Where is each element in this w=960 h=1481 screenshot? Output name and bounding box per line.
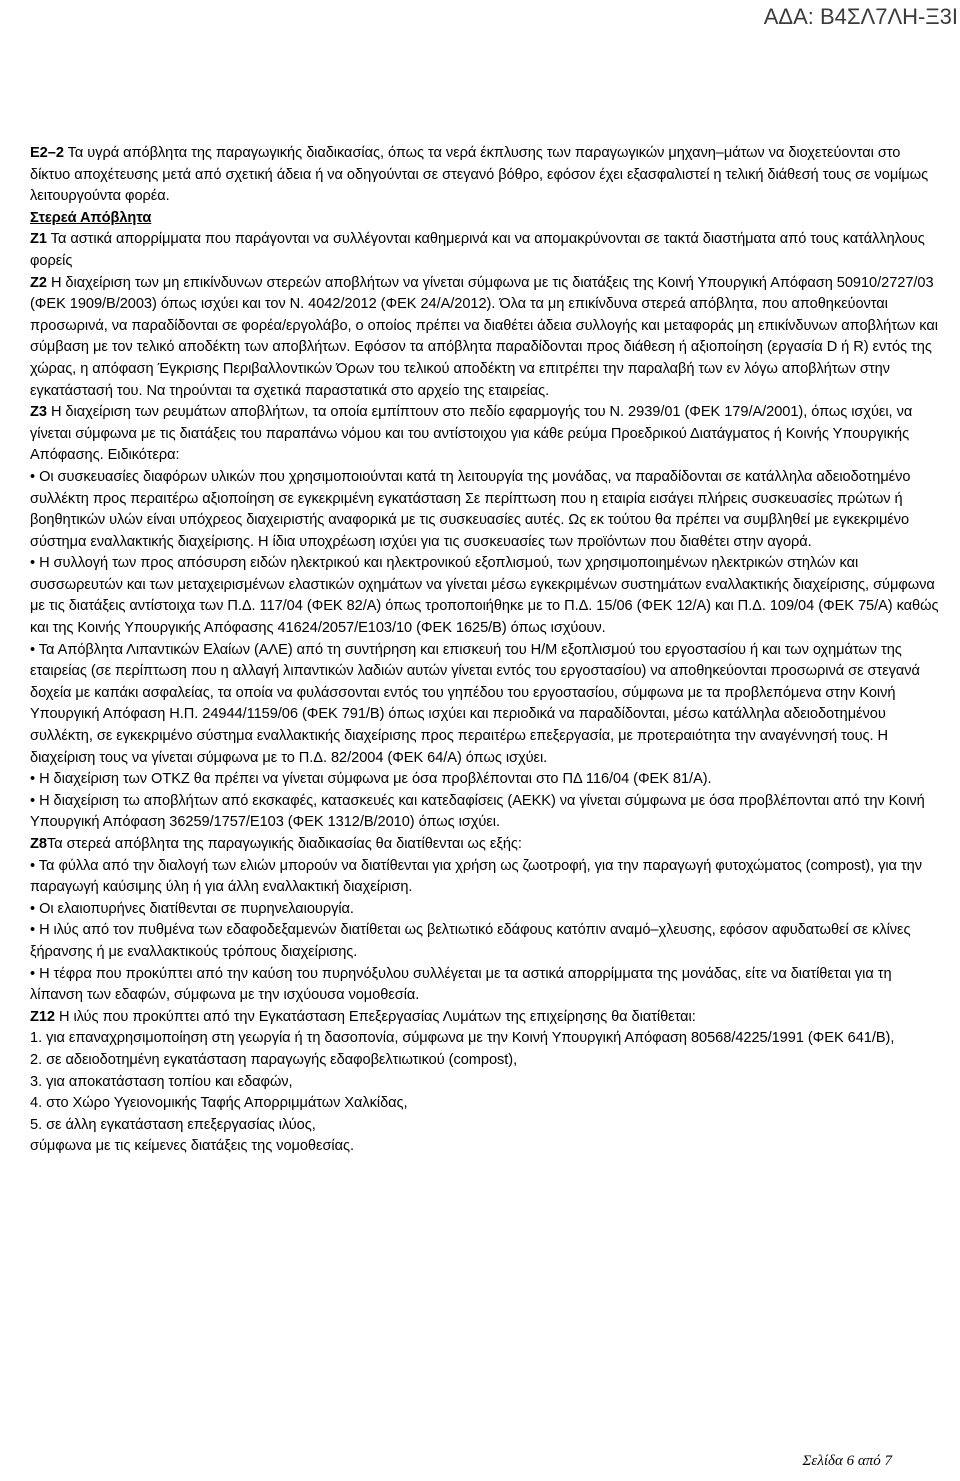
bullet-item: • Η ιλύς από τον πυθμένα των εδαφοδεξαμενών διατίθεται ως βελτιωτικό εδάφους κατόπιν αναμό–χλευσης, εφόσον αφυδατωθεί σε κλίνες ξήρανσης ή με εναλλακτικούς τρόπους διαχείρισης.	[30, 922, 911, 960]
list-item: 4. στο Χώρο Υγειονομικής Ταφής Απορριμμάτων Χαλκίδας,	[30, 1095, 408, 1112]
bullet-item: • Η διαχείριση των ΟΤΚΖ θα πρέπει να γίνεται σύμφωνα με όσα προβλέπονται στο ΠΔ 116/04 (ΦΕΚ 81/Α).	[30, 771, 712, 788]
page-number: Σελίδα 6 από 7	[802, 1453, 892, 1469]
bullet-item: • Η συλλογή των προς απόσυρση ειδών ηλεκτρικού και ηλεκτρονικού εξοπλισμού, των χρησιμοποιημένων ηλεκτρικών στηλών και συσσωρευτών και των μεταχειρισμένων ελαστικών οχημάτων να γίνεται μέσω εγκεκριμένων συστημάτων εναλλακτικής διαχείρισης, σύμφωνα με τις διατάξεις αντίστοιχα των Π.Δ. 117/04 (ΦΕΚ 82/Α) όπως τροποποιήθηκε με το Π.Δ. 15/06 (ΦΕΚ 12/Α) και Π.Δ. 109/04 (ΦΕΚ 75/Α) καθώς και της Κοινής Υπουργικής Απόφασης 41624/2057/Ε103/10 (ΦΕΚ 1625/Β) όπως ισχύουν.	[30, 555, 939, 637]
label-e2: Ε2–2	[30, 145, 64, 161]
paragraph-z1	[30, 229, 942, 272]
label-z12: Ζ12	[30, 1008, 55, 1025]
label-z3: Ζ3	[30, 404, 47, 421]
closing-line: σύμφωνα με τις κείμενες διατάξεις της νομοθεσίας.	[30, 1138, 354, 1155]
text-z1: Τα αστικά απορρίμματα που παράγονται να συλλέγονται καθημερινά και να απομακρύνονται σε τακτά διαστήματα από τους κατάλληλους φορείς	[30, 231, 925, 269]
list-item: 2. σε αδειοδοτημένη εγκατάσταση παραγωγής εδαφοβελτιωτικού (compost),	[30, 1051, 518, 1068]
list-item: 1. για επαναχρησιμοποίηση στη γεωργία ή τη δασοπονία, σύμφωνα με την Κοινή Υπουργική Απόφαση 80568/4225/1991 (ΦΕΚ 641/Β),	[30, 1030, 895, 1047]
ada-code: ΑΔΑ: Β4ΣΛ7ΛΗ-Ξ3Ι	[763, 4, 958, 29]
label-z2: Ζ2	[30, 274, 47, 291]
text-z8: Τα στερεά απόβλητα της παραγωγικής διαδικασίας θα διατίθενται ως εξής:	[46, 836, 522, 852]
heading-solid-waste: Στερεά Απόβλητα	[30, 209, 152, 226]
bullet-item: • Τα φύλλα από την διαλογή των ελιών μπορούν να διατίθενται για χρήση ως ζωοτροφή, για την παραγωγή φυτοχώματος (compost), για την παραγωγή καύσιμης ύλη ή για άλλη εναλλακτική διαχείριση.	[30, 857, 922, 896]
paragraph-e2	[30, 143, 942, 208]
text-e2: Τα υγρά απόβλητα της παραγωγικής διαδικασίας, όπως τα νερά έκπλυσης των παραγωγικών μηχανη–μάτων να διοχετεύονται στο δίκτυο αποχέτευσης μετά από σχετική άδεια ή να οδηγούνται σε στεγανό βόθρο, εφόσον έχει εξασφαλιστεί η τελική διάθεσή τους σε νομίμως λειτουργούντα φορέα.	[30, 145, 929, 205]
paragraph-z8	[30, 834, 942, 856]
list-item: 5. σε άλλη εγκατάσταση επεξεργασίας ιλύος,	[30, 1116, 316, 1133]
bullet-item: • Η διαχείριση τω αποβλήτων από εκσκαφές, κατασκευές και κατεδαφίσεις (ΑΕΚΚ) να γίνεται σύμφωνα με όσα προβλέπονται από την Κοινή Υπουργική Απόφαση 36259/1757/Ε103 (ΦΕΚ 1312/Β/2010) όπως ισχύει.	[30, 792, 925, 831]
text-z12: Η ιλύς που προκύπτει από την Εγκατάσταση Επεξεργασίας Λυμάτων της επιχείρησης θα διατίθεται:	[55, 1008, 696, 1025]
bullet-item: • Οι ελαιοπυρήνες διατίθενται σε πυρηνελαιουργία.	[30, 900, 354, 917]
bullet-item: • Τα Απόβλητα Λιπαντικών Ελαίων (ΑΛΕ) από τη συντήρηση και επισκευή του Η/Μ εξοπλισμού του εργοστασίου ή και των οχημάτων της εταιρείας (σε περίπτωση που η αλλαγή λιπαντικών λαδιών αυτών γίνεται εντός του εργοστασίου) να αποθηκεύονται προσωρινά σε στεγανά δοχεία με καπάκι ασφαλείας, τα οποία να φυλάσσονται εντός του γηπέδου του εργοστασίου, σύμφωνα με τα προβλεπόμενα στην Κοινή Υπουργική Απόφαση Η.Π. 24944/1159/06 (ΦΕΚ 791/Β) όπως ισχύει και περιοδικά να παραδίδονται, μέσω κατάλληλα αδειοδοτημένου συλλέκτη, σε εγκεκριμένο σύστημα εναλλακτικής διαχείρισης προς περαιτέρω επεξεργασία, με προτεραιότητα την αναγέννησή τους. Η διαχείριση τους να γίνεται σύμφωνα με το Π.Δ. 82/2004 (ΦΕΚ 64/Α) όπως ισχύει.	[30, 641, 920, 766]
paragraph-z12	[30, 1007, 942, 1029]
text-z2: Η διαχείριση των μη επικίνδυνων στερεών αποβλήτων να γίνεται σύμφωνα με τις διατάξεις της Κοινή Υπουργική Απόφαση 50910/2727/03 (ΦΕΚ 1909/Β/2003) όπως ισχύει και τον Ν. 4042/2012 (ΦΕΚ 24/Α/2012). Όλα τα μη επικίνδυνα στερεά απόβλητα, που αποθηκεύονται προσωρινά, να παραδίδονται σε φορέα/εργολάβο, ο οποίος πρέπει να διαθέτει άδεια συλλογής και μεταφοράς μη επικίνδυνων αποβλήτων και σύμβαση με τον τελικό αποδέκτη των αποβλήτων. Εφόσον τα απόβλητα παραδίδονται προς διάθεση ή αξιοποίηση (εργασία D ή R) εντός της χώρας, η απόφαση Έγκρισης Περιβαλλοντικών Όρων του τελικού αποδέκτη να επιτρέπει την παραλαβή των εν λόγω αποβλήτων στην εγκατάστασή του. Να τηρούνται τα σχετικά παραστατικά στο αρχείο της εταιρείας.	[30, 274, 938, 399]
paragraph-z2	[30, 273, 942, 403]
bullet-item: • Η τέφρα που προκύπτει από την καύση του πυρηνόξυλου συλλέγεται με τα αστικά απορρίμματα της μονάδας, είτε να διατίθεται για τη λίπανση των εδαφών, σύμφωνα με την ισχύουσα νομοθεσία.	[30, 965, 892, 1004]
paragraph-z3	[30, 402, 942, 467]
bullet-item: • Οι συσκευασίες διαφόρων υλικών που χρησιμοποιούνται κατά τη λειτουργία της μονάδας, να παραδίδονται σε κατάλληλα αδειοδοτημένο συλλέκτη προς περαιτέρω αξιοποίηση σε εγκεκριμένη εγκατάσταση Σε περίπτωση που η εταιρία εισάγει πλήρεις συσκευασίες πρώτων ή βοηθητικών υλών είναι υπόχρεος διαχειριστής αναφορικά με τις συσκευασίες αυτές. Ως εκ τούτου θα πρέπει να συμβληθεί με εγκεκριμένο σύστημα εναλλακτικής διαχείρισης. Η ίδια υποχρέωση ισχύει για τις συσκευασίες των προϊόντων που διαθέτει στην αγορά.	[30, 468, 911, 550]
document-body	[30, 143, 942, 1158]
label-z1: Ζ1	[30, 231, 47, 248]
label-z8: Ζ8	[30, 836, 47, 852]
text-z3: Η διαχείριση των ρευμάτων αποβλήτων, τα οποία εμπίπτουν στο πεδίο εφαρμογής του Ν. 2939/01 (ΦΕΚ 179/Α/2001), όπως ισχύει, να γίνεται σύμφωνα με τις διατάξεις του παραπάνω νόμου και του αντίστοιχου για κάθε ρεύμα Προεδρικού Διατάγματος ή Κοινής Υπουργικής Απόφασης. Ειδικότερα:	[30, 404, 913, 464]
list-item: 3. για αποκατάσταση τοπίου και εδαφών,	[30, 1073, 293, 1090]
